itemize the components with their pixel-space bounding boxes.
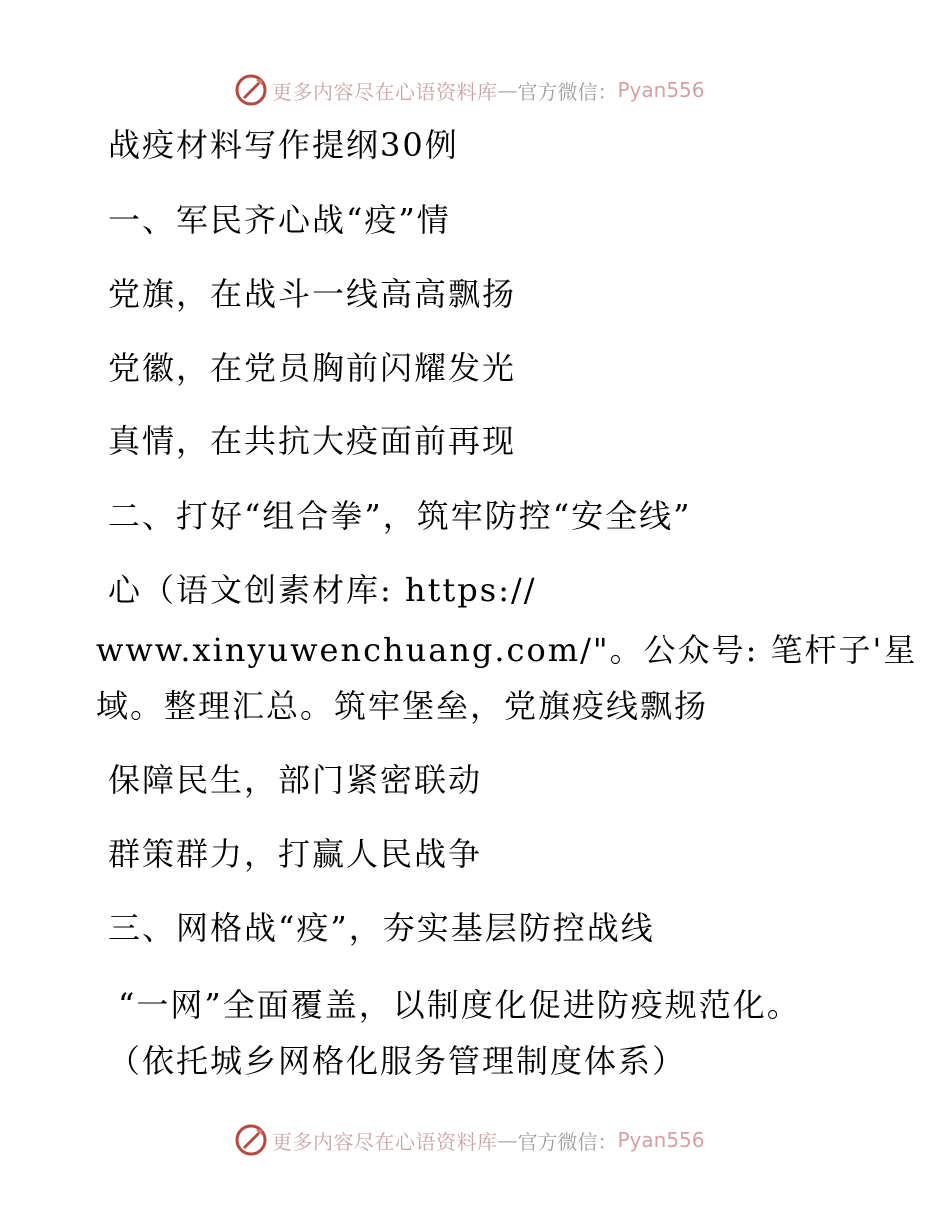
banner-separator: — <box>497 1128 518 1152</box>
watermark-banner-top <box>234 72 705 108</box>
section-heading-3: 三、网格战“疫”，夯实基层防控战线 <box>108 909 655 947</box>
banner-wechat-label: 官方微信： <box>517 79 618 104</box>
banner-text: 更多内容尽在心语资料库 <box>272 79 498 104</box>
banner-wechat-id: Pyan556 <box>617 1128 705 1152</box>
text-line: 心（语文创素材库: https:// <box>108 571 537 609</box>
section-heading-2: 二、打好“组合拳”，筑牢防控“安全线” <box>108 497 692 535</box>
banner-wechat-label: 官方微信： <box>517 1129 618 1154</box>
section-heading-1: 一、军民齐心战“疫”情 <box>108 201 451 239</box>
text-line: “一网”全面覆盖，以制度化促进防疫规范化。 <box>118 986 801 1024</box>
banner-text: 更多内容尽在心语资料库 <box>272 1129 498 1154</box>
text-line: 域。整理汇总。筑牢堡垒，党旗疫线飘扬 <box>96 687 709 725</box>
banner-separator: — <box>497 78 518 102</box>
quill-logo-icon <box>234 73 268 107</box>
text-line: 保障民生，部门紧密联动 <box>108 761 483 799</box>
text-line: 群策群力，打赢人民战争 <box>108 835 483 873</box>
watermark-banner-bottom <box>234 1122 705 1158</box>
text-line: www.xinyuwenchuang.com/"。公众号: 笔杆子'星 <box>96 631 918 669</box>
text-line: 党旗，在战斗一线高高飘扬 <box>108 275 517 313</box>
quill-logo-icon <box>234 1123 268 1157</box>
text-line: 党徽，在党员胸前闪耀发光 <box>108 349 517 387</box>
document-title: 战疫材料写作提纲30例 <box>108 126 459 164</box>
text-line: 真情，在共抗大疫面前再现 <box>108 422 517 460</box>
banner-wechat-id: Pyan556 <box>617 78 705 102</box>
text-line: （依托城乡网格化服务管理制度体系） <box>108 1042 687 1080</box>
